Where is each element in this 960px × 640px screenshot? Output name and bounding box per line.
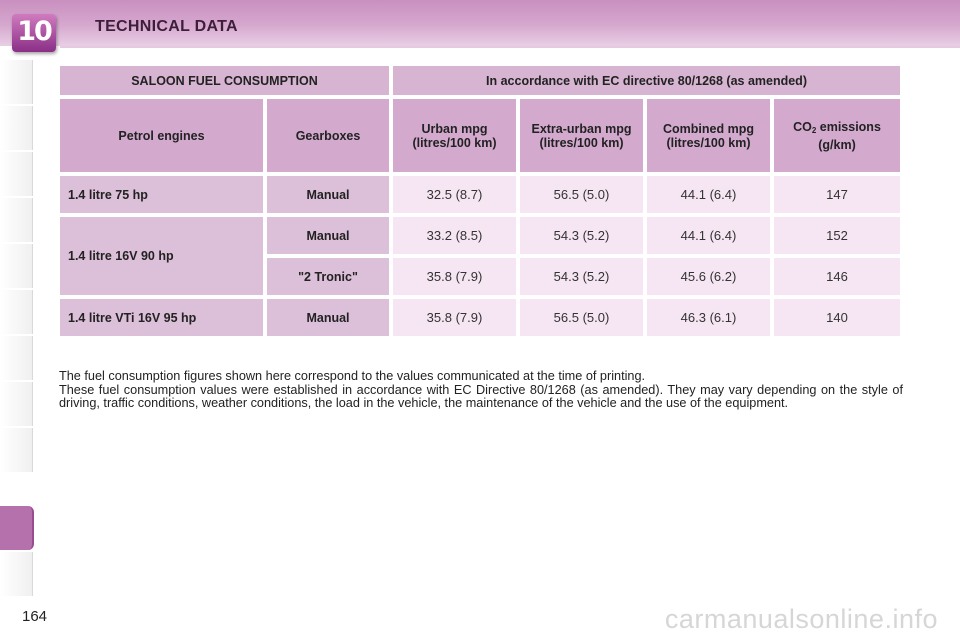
column-header-extra-urban: [520, 99, 643, 172]
co2-subscript: 2: [811, 125, 817, 135]
chapter-tab[interactable]: [0, 244, 33, 288]
chapter-number: 10: [17, 16, 51, 47]
extra-urban-label: Extra-urban mpg: [531, 121, 632, 136]
chapter-tab[interactable]: [0, 198, 33, 242]
co2-prefix: CO: [793, 119, 812, 134]
urban-label: Urban mpg: [421, 121, 488, 136]
footnote: [59, 370, 903, 411]
table-directive: In accordance with EC directive 80/1268 (as amended): [393, 66, 900, 95]
urban-cell: 33.2 (8.5): [393, 217, 516, 254]
footnote-line-1: The fuel consumption figures shown here correspond to the values communicated at the time of printing.: [59, 369, 646, 383]
page-title: TECHNICAL DATA: [95, 18, 238, 35]
footnote-line-2: These fuel consumption values were established in accordance with EC Directive 80/1268 (as amended). They may vary depending on the style of driving, traffic conditions, weather conditions, the load in the vehicle, the maintenance of the vehicle and the use of the equipment.: [59, 382, 903, 411]
chapter-tab-active[interactable]: [0, 506, 34, 550]
extra-urban-cell: 54.3 (5.2): [520, 258, 643, 295]
column-header-engines: Petrol engines: [60, 99, 263, 172]
extra-urban-unit: (litres/100 km): [539, 135, 624, 150]
urban-cell: 35.8 (7.9): [393, 299, 516, 336]
combined-cell: 45.6 (6.2): [647, 258, 770, 295]
gearbox-cell: Manual: [267, 299, 389, 336]
combined-cell: 44.1 (6.4): [647, 217, 770, 254]
co2-cell: 147: [774, 176, 900, 213]
chapter-tab[interactable]: [0, 336, 33, 380]
chapter-tab[interactable]: [0, 60, 33, 104]
engine-cell: 1.4 litre 16V 90 hp: [60, 217, 263, 295]
chapter-tab[interactable]: [0, 382, 33, 426]
co2-cell: 140: [774, 299, 900, 336]
column-header-urban: [393, 99, 516, 172]
co2-suffix: emissions: [816, 119, 881, 134]
combined-label: Combined mpg: [663, 121, 754, 136]
combined-cell: 44.1 (6.4): [647, 176, 770, 213]
co2-cell: 146: [774, 258, 900, 295]
combined-cell: 46.3 (6.1): [647, 299, 770, 336]
column-header-gearboxes: Gearboxes: [267, 99, 389, 172]
engine-cell: 1.4 litre VTi 16V 95 hp: [60, 299, 263, 336]
watermark: carmanualsonline.info: [664, 604, 938, 634]
column-header-combined: [647, 99, 770, 172]
column-header-co2: [774, 99, 900, 172]
extra-urban-cell: 56.5 (5.0): [520, 299, 643, 336]
chapter-tab[interactable]: [0, 106, 33, 150]
urban-cell: 32.5 (8.7): [393, 176, 516, 213]
urban-cell: 35.8 (7.9): [393, 258, 516, 295]
co2-unit: (g/km): [818, 137, 856, 152]
engine-cell: 1.4 litre 75 hp: [60, 176, 263, 213]
table-row: [60, 176, 900, 213]
urban-unit: (litres/100 km): [412, 135, 497, 150]
combined-unit: (litres/100 km): [666, 135, 751, 150]
chapter-tab[interactable]: [0, 152, 33, 196]
chapter-tab[interactable]: [0, 552, 33, 596]
extra-urban-cell: 56.5 (5.0): [520, 176, 643, 213]
fuel-consumption-table: [56, 62, 904, 340]
gearbox-cell: "2 Tronic": [267, 258, 389, 295]
table-row: [60, 299, 900, 336]
chapter-tab[interactable]: [0, 290, 33, 334]
co2-cell: 152: [774, 217, 900, 254]
chapter-badge: [12, 14, 56, 52]
gearbox-cell: Manual: [267, 217, 389, 254]
gearbox-cell: Manual: [267, 176, 389, 213]
table-row: [60, 217, 900, 254]
page-number: 164: [22, 608, 48, 625]
header-divider: [60, 46, 960, 48]
extra-urban-cell: 54.3 (5.2): [520, 217, 643, 254]
table-title: SALOON FUEL CONSUMPTION: [60, 66, 389, 95]
chapter-tabs: [0, 60, 34, 580]
chapter-tab[interactable]: [0, 428, 33, 472]
